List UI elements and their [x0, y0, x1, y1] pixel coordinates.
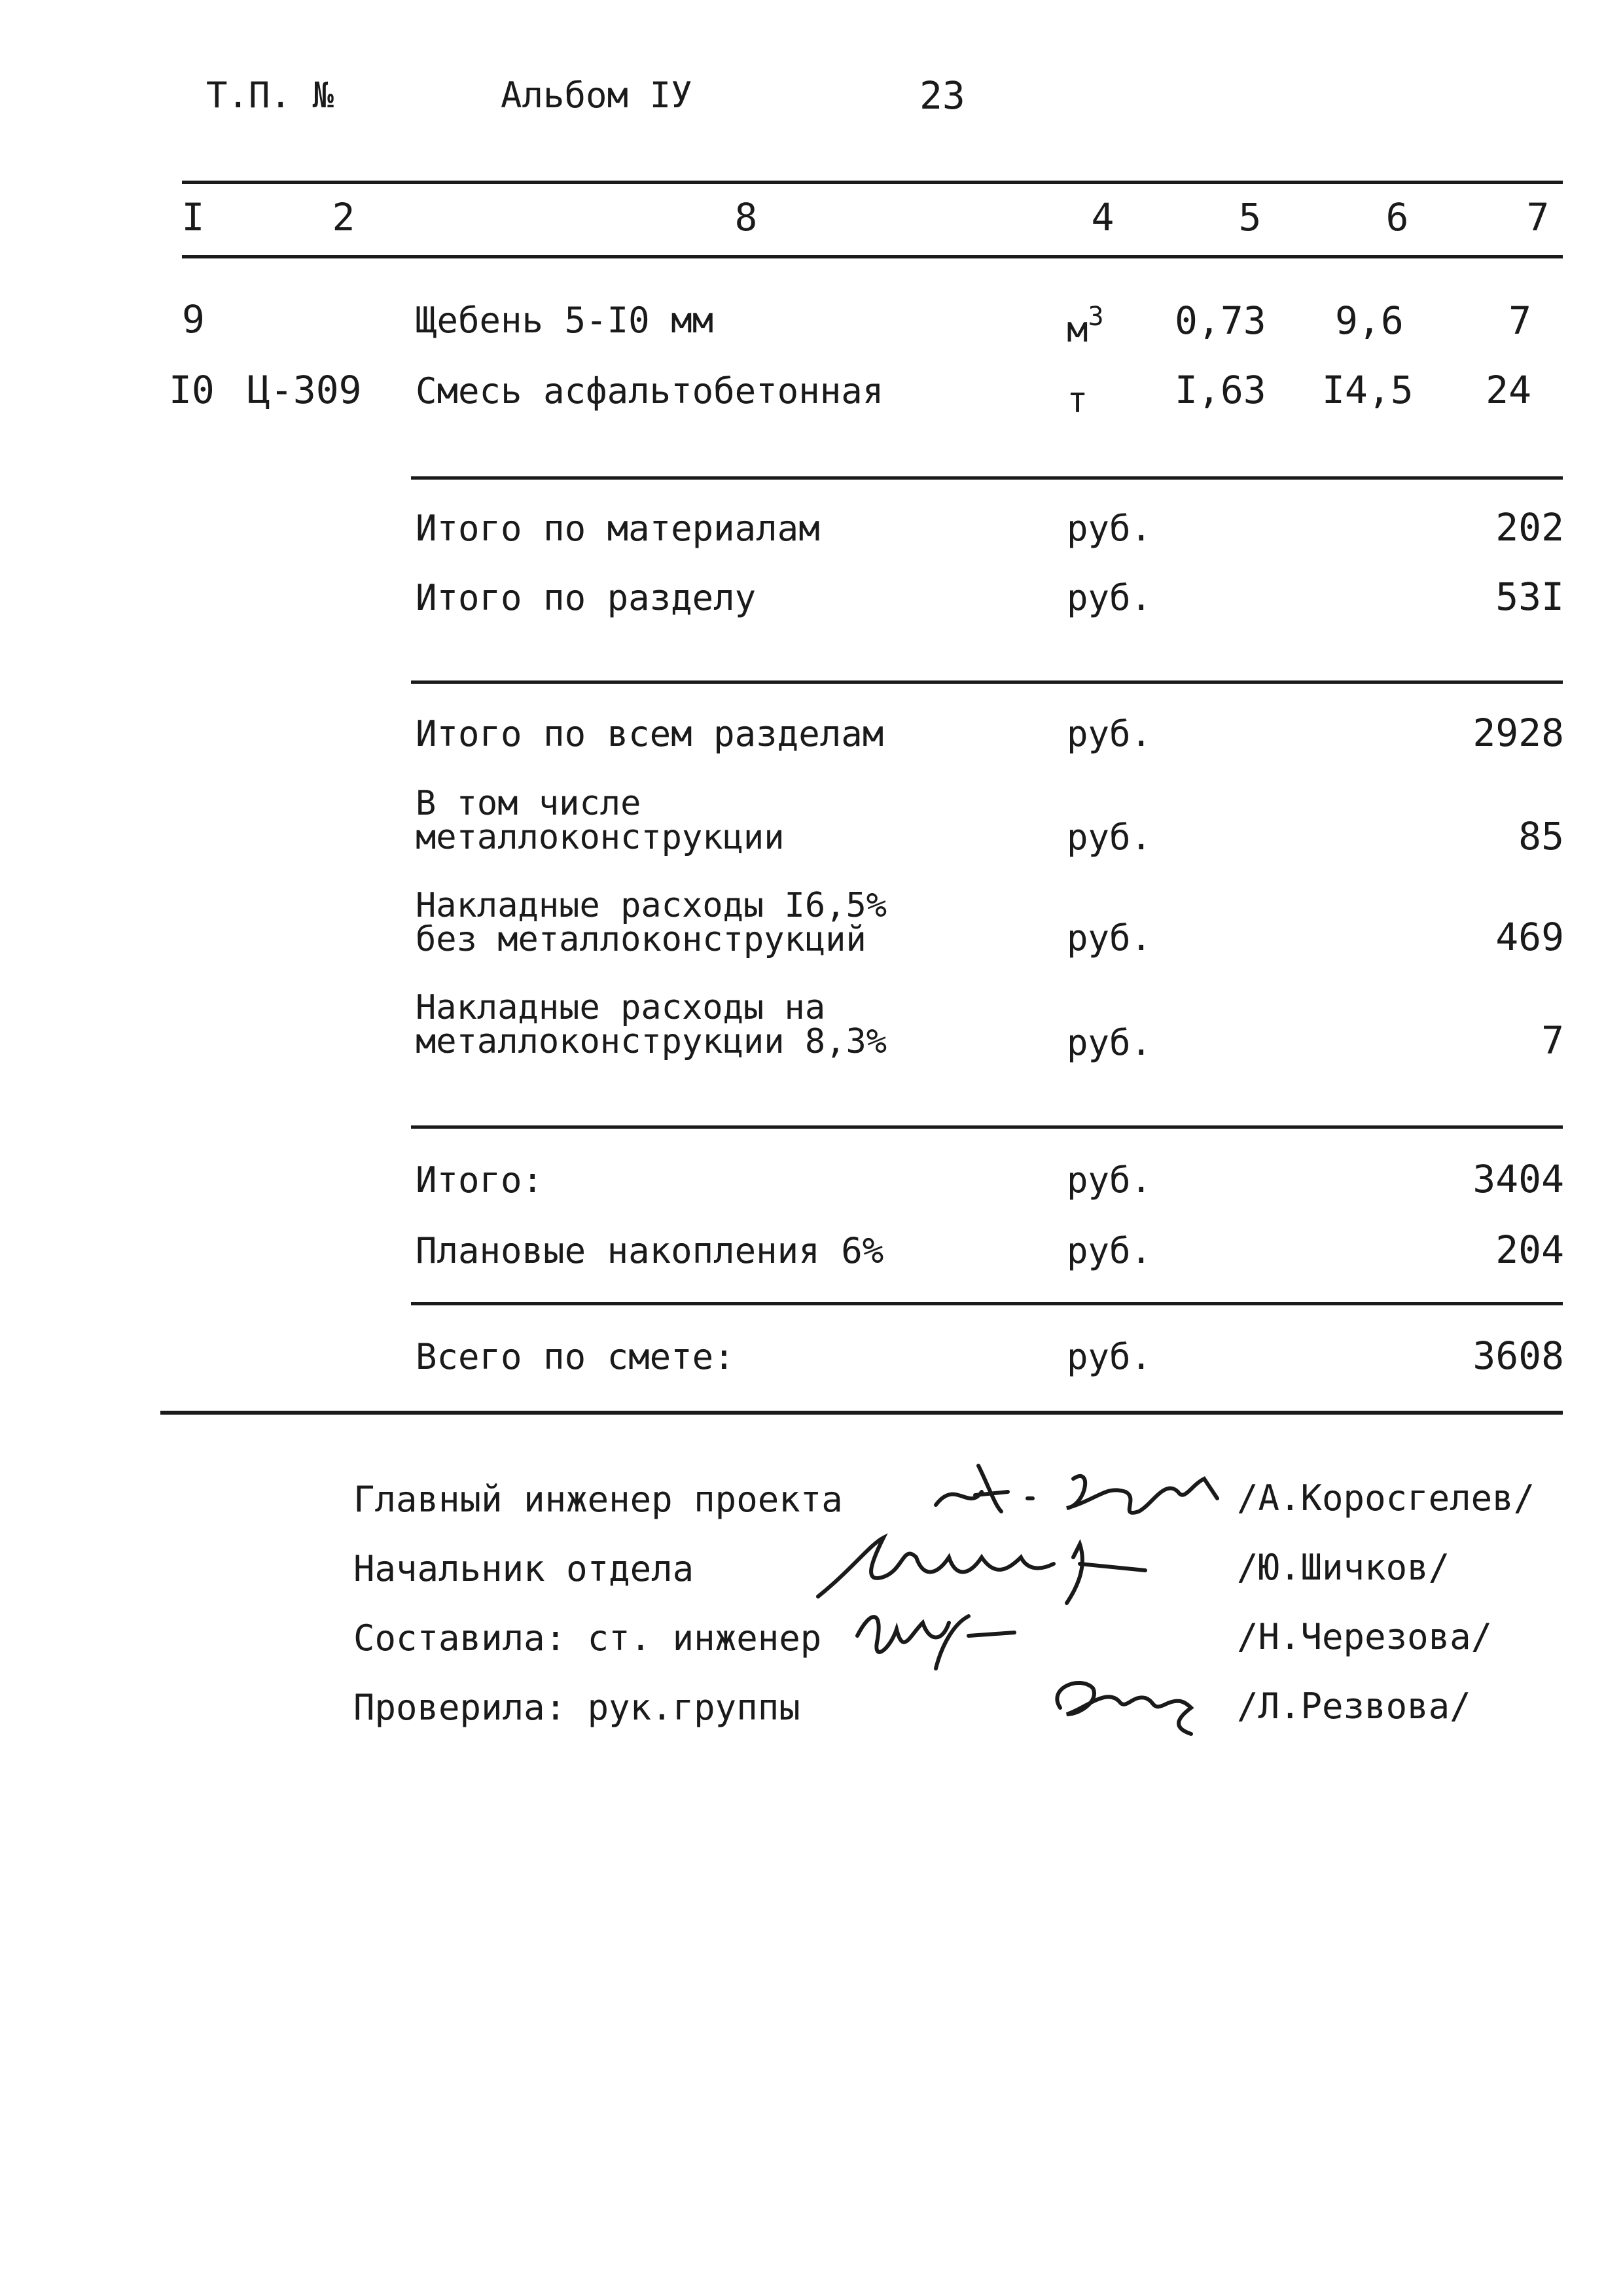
total-value: 2928	[1472, 711, 1564, 755]
section-rule	[411, 476, 1563, 480]
col-header-2: 2	[332, 195, 355, 239]
total-value: 202	[1495, 505, 1564, 550]
total-value: 469	[1495, 915, 1564, 959]
total-value: 85	[1518, 814, 1564, 858]
row-code: Ц-309	[247, 368, 362, 412]
row-number: 9	[182, 297, 205, 342]
signature-role: Проверила: рук.группы	[353, 1687, 800, 1728]
signature-name: /Н.Черезова/	[1237, 1616, 1493, 1657]
total-label: В том числе металлоконструкции	[416, 784, 785, 857]
row-qty: 0,73	[1175, 298, 1266, 343]
signature-role: Составила: ст. инженер	[353, 1617, 822, 1659]
total-unit: руб.	[1067, 1022, 1152, 1063]
row-name: Щебень 5-I0 мм	[416, 300, 714, 341]
total-label: Итого по разделу	[416, 577, 757, 618]
row-number: I0	[169, 368, 215, 412]
table-top-rule	[182, 181, 1563, 184]
section-rule	[411, 680, 1563, 684]
row-unit: $м^3$	[1067, 302, 1104, 350]
table-bottom-rule	[160, 1411, 1563, 1415]
signature-name: /А.Коросгелев/	[1237, 1477, 1535, 1519]
total-label: Итого:	[416, 1159, 544, 1201]
col-header-1: I	[181, 195, 205, 239]
row-total: 24	[1486, 368, 1531, 412]
row-total: 7	[1508, 298, 1531, 343]
row-qty: I,63	[1175, 368, 1266, 412]
total-label: Накладные расходы на металлоконструкции 8,3%	[416, 988, 887, 1061]
signature-name: /Л.Резвова/	[1237, 1686, 1471, 1727]
total-value: 204	[1495, 1227, 1564, 1272]
page-number: 23	[919, 73, 965, 118]
col-header-5: 5	[1238, 195, 1262, 239]
total-value: 3404	[1472, 1157, 1564, 1201]
signature-handwritten-2	[805, 1518, 1230, 1610]
header-bottom-rule	[182, 255, 1563, 258]
tp-label: Т.П. №	[206, 75, 334, 116]
col-header-7: 7	[1526, 195, 1550, 239]
row-price: 9,6	[1335, 298, 1404, 343]
col-header-3: 8	[734, 195, 758, 239]
col-header-6: 6	[1385, 195, 1409, 239]
album-label: Альбом IУ	[501, 75, 692, 116]
section-rule	[411, 1302, 1563, 1305]
total-label: Плановые накопления 6%	[416, 1230, 884, 1271]
row-price: I4,5	[1322, 368, 1414, 412]
signature-role: Начальник отдела	[353, 1548, 694, 1589]
total-value: 7	[1541, 1018, 1564, 1063]
section-rule	[411, 1125, 1563, 1129]
total-unit: руб.	[1067, 1336, 1152, 1377]
signature-handwritten-3	[844, 1597, 1027, 1682]
grand-total-value: 3608	[1472, 1333, 1564, 1378]
total-unit: руб.	[1067, 713, 1152, 754]
total-label: Итого по материалам	[416, 508, 820, 549]
signature-handwritten-4	[1041, 1662, 1224, 1740]
total-label: Накладные расходы I6,5% без металлоконструкций	[416, 886, 887, 959]
total-unit: руб.	[1067, 817, 1152, 858]
grand-total-label: Всего по смете:	[416, 1336, 735, 1377]
total-unit: руб.	[1067, 577, 1152, 618]
total-unit: руб.	[1067, 1230, 1152, 1271]
signature-handwritten-1	[929, 1453, 1230, 1525]
total-unit: руб.	[1067, 917, 1152, 959]
signature-name: /Ю.Шичков/	[1237, 1547, 1450, 1588]
total-unit: руб.	[1067, 508, 1152, 549]
total-value: 53I	[1495, 574, 1564, 619]
row-name: Смесь асфальтобетонная	[416, 370, 884, 412]
col-header-4: 4	[1091, 195, 1115, 239]
total-unit: руб.	[1067, 1159, 1152, 1201]
row-unit: т	[1067, 380, 1088, 421]
signature-role: Главный инженер проекта	[353, 1479, 843, 1520]
total-label: Итого по всем разделам	[416, 713, 884, 754]
